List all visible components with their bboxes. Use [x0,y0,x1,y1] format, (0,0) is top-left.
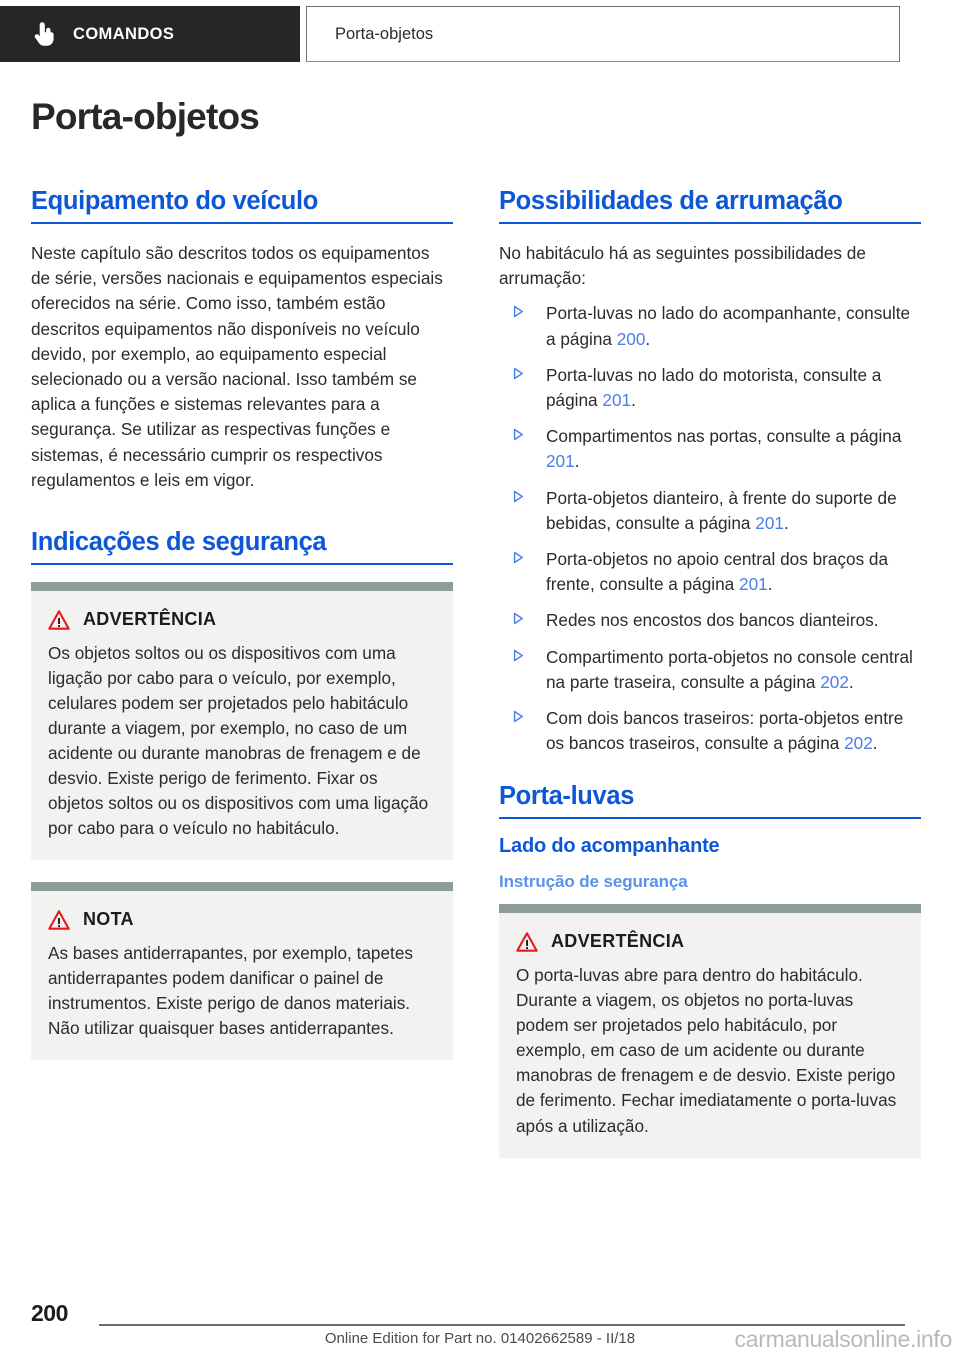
page-title: Porta-objetos [31,96,260,137]
folio-page-number: 200 [31,1300,68,1326]
pointing-hand-icon [34,21,55,47]
list-item-text-suffix: . [848,671,854,692]
list-item-text-suffix: . [631,390,636,411]
site-watermark: carmanualsonline.info [734,1326,952,1352]
left-column [31,186,453,1158]
footer-edition-note: Online Edition for Part no. 01402662589 - II/18 [324,1330,636,1347]
list-item-text: Porta-luvas no lado do acompanhante, consulte a página [546,303,911,349]
warning-box-title: ADVERTÊNCIA [551,931,685,952]
warning-box-title: ADVERTÊNCIA [83,609,217,630]
page-reference-link[interactable]: 200 [616,328,646,349]
triangle-bullet-icon [505,613,514,625]
section-tab[interactable] [306,6,900,62]
page-reference-link[interactable]: 201 [739,574,768,595]
triangle-bullet-icon [505,368,514,380]
list-item-text: Porta-objetos dianteiro, à frente do suporte de bebidas, consulte a página [546,487,897,533]
storage-options-list [499,301,921,756]
list-item-text: Compartimentos nas portas, consulte a página [546,426,902,447]
heading-equipamento-do-veiculo: Equipamento do veículo [31,186,453,224]
warning-box-porta-luvas [499,904,921,1157]
heading-lado-do-acompanhante: Lado do acompanhante [499,835,720,858]
warning-box-text: O porta-luvas abre para dentro do habitáculo. Durante a viagem, os objetos no porta-luvas podem ser projetados pelo habitáculo, por exemplo, em caso de um acidente ou durante manobras de frenagem e de desvio. Existe perigo de ferimento. Fechar imediatamente o porta-luvas após a utilização. [516,965,897,1136]
list-item [499,486,921,536]
list-item-text-suffix: . [767,574,773,595]
triangle-bullet-icon [505,650,514,662]
note-box-header [48,909,436,930]
page-reference-link[interactable]: 202 [820,671,849,692]
list-item-text-suffix: . [872,733,878,754]
warning-triangle-icon [48,910,70,930]
list-item [499,547,921,597]
list-item [499,424,921,474]
list-item [499,363,921,413]
triangle-bullet-icon [505,711,514,723]
list-item [499,706,921,756]
triangle-bullet-icon [505,491,514,503]
warning-box-header [48,609,436,630]
warning-box-text: Os objetos soltos ou os dispositivos com uma ligação por cabo para o veículo, por exemplo, celulares podem ser projetados pelo habitáculo durante a viagem, por exemplo, no caso de um acidente ou durante manobras de frenagem e de desvio. Existe perigo de ferimento. Fixar os objetos soltos ou os dispositivos com uma ligação por cabo para o veículo no habitáculo. [48,643,429,839]
list-item-text: Redes nos encostos dos bancos dianteiros. [546,610,879,631]
list-item-text: Porta-objetos no apoio central dos braços da frente, consulte a página [546,548,889,595]
chapter-tab[interactable] [0,6,300,62]
warning-triangle-icon [516,932,538,952]
list-item-text: Compartimento porta-objetos no console central na parte traseira, consulte a página [546,646,913,692]
list-item-text: Porta-luvas no lado do motorista, consulte a página [546,364,882,411]
triangle-bullet-icon [505,306,514,318]
page-reference-link[interactable]: 201 [602,390,632,411]
heading-possibilidades-de-arrumacao: Possibilidades de arrumação [499,186,921,224]
triangle-bullet-icon [505,429,514,441]
list-item [499,645,921,695]
note-box-title: NOTA [83,909,134,930]
paragraph-arrumacao-intro: No habitáculo há as seguintes possibilidades de arrumação: [499,243,866,289]
warning-box-header [516,931,904,952]
list-item [499,608,921,633]
content-columns [0,186,960,1158]
heading-porta-luvas: Porta-luvas [499,781,921,819]
list-item [499,301,921,351]
page-reference-link[interactable]: 201 [546,451,575,472]
paragraph-equipamento: Neste capítulo são descritos todos os equipamentos de série, versões nacionais e equipamentos especiais oferecidos na série. Como isso, também estão descritos equipamentos não disponíveis no veículo devido, por exemplo, ao equipamento especial selecionado ou a versão nacional. Isso também se aplica a funções e sistemas relevantes para a segurança. Se utilizar as respectivas funções e sistemas, é necessário cumprir os respectivos regulamentos e leis em vigor. [31,243,443,490]
heading-indicacoes-de-seguranca: Indicações de segurança [31,527,453,565]
page-header-tabs [0,6,960,62]
heading-instrucao-de-seguranca: Instrução de segurança [499,872,688,892]
page-footer [0,1290,960,1362]
warning-triangle-icon [48,610,70,630]
list-item-text-suffix: . [574,451,580,472]
list-item-text-suffix: . [783,512,789,533]
warning-box-objetos-soltos [31,582,453,860]
right-column [499,186,921,1158]
page-reference-link[interactable]: 202 [844,733,873,754]
note-box-text: As bases antiderrapantes, por exemplo, tapetes antiderrapantes podem danificar o painel de instrumentos. Existe perigo de danos materiais. Não utilizar quaisquer bases antiderrapantes. [48,943,413,1039]
triangle-bullet-icon [505,552,514,564]
list-item-text: Com dois bancos traseiros: porta-objetos entre os bancos traseiros, consulte a página [546,707,904,754]
chapter-tab-label: COMANDOS [73,24,175,43]
section-tab-label: Porta-objetos [335,24,434,43]
page-reference-link[interactable]: 201 [755,512,784,533]
list-item-text-suffix: . [645,328,651,349]
note-box-bases-antiderrapantes [31,882,453,1060]
